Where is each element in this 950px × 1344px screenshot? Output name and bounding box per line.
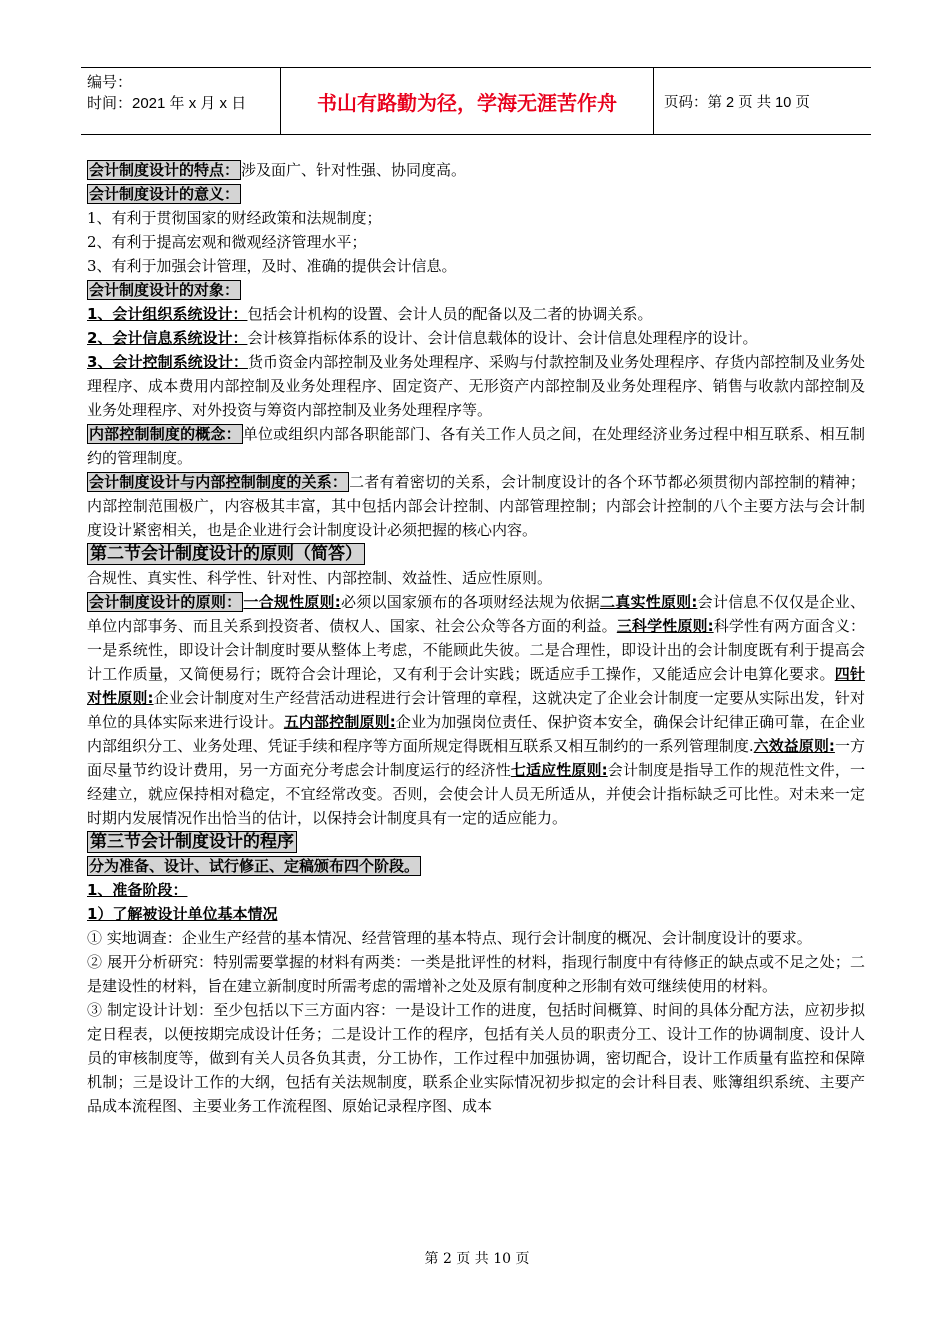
paragraph — [87, 878, 865, 902]
stages-label: 分为准备、设计、试行修正、定稿颁布四个阶段。 — [89, 857, 420, 875]
paragraph — [87, 590, 865, 830]
principle-heading: 四针对性原则: — [87, 665, 865, 707]
paragraph: 合规性、真实性、科学性、针对性、内部控制、效益性、适应性原则。 — [87, 569, 553, 587]
paragraph — [87, 902, 865, 926]
paragraph-text: 会计核算指标体系的设计、会计信息载体的设计、会计信息处理程序的设计。 — [247, 329, 758, 347]
paragraph-text: 涉及面广、针对性强、协同度高。 — [241, 161, 467, 179]
list-item: 3、有利于加强会计管理，及时、准确的提供会计信息。 — [87, 257, 457, 275]
header-page-label: 页码：第 2 页 共 10 页 — [664, 94, 810, 111]
paragraph-text: 科学性有两方面含义：一是系统性，即设计会计制度时要从整体上考虑，不能顾此失彼。二是合理性，即设计出的会计制度既有利于提高会计工作质量，又简便易行；既符合会计理论，又有利于会计实践；既适应手工操作，又能适应会计电算化要求。 — [87, 617, 865, 683]
section-heading — [87, 542, 865, 566]
term-label: 会计制度设计的特点： — [89, 161, 240, 179]
list-item: ① 实地调查：企业生产经营的基本情况、经营管理的基本特点、现行会计制度的概况、会计制度设计的要求。 — [87, 929, 812, 947]
paragraph-text: 货币资金内部控制及业务处理程序、采购与付款控制及业务处理程序、存货内部控制及业务处理程序、成本费用内部控制及业务处理程序、固定资产、无形资产内部控制及业务处理程序、销售与收款内部控制及业务处理程序、对外投资与筹资内部控制及业务处理程序等。 — [87, 353, 865, 419]
paragraph — [87, 302, 865, 326]
section-heading — [87, 830, 865, 854]
principle-heading: 二真实性原则: — [600, 593, 698, 611]
paragraph-text: 会计制度是指导工作的规范性文件，一经建立，就应保持相对稳定，不宜经常改变。否则，会使会计人员无所适从，并使会计指标缺乏可比性。对未来一定时期内发展情况作出恰当的估计，以保持会计制度具有一定的适应能力。 — [87, 761, 865, 827]
page-footer — [0, 1248, 950, 1268]
principle-heading: 三科学性原则: — [616, 617, 714, 635]
item-heading: 1、会计组织系统设计： — [87, 305, 248, 323]
item-heading: 2、会计信息系统设计： — [87, 329, 248, 347]
section-title: 第二节会计制度设计的原则（简答） — [87, 543, 365, 565]
principle-heading: 五内部控制原则: — [283, 713, 396, 731]
sub-heading: 1）了解被设计单位基本情况 — [87, 905, 278, 923]
term-label: 会计制度设计的原则： — [89, 593, 242, 611]
page-header — [81, 67, 871, 135]
term-label: 会计制度设计的对象： — [89, 281, 240, 299]
header-info — [81, 68, 281, 134]
item-heading: 3、会计控制系统设计： — [87, 353, 248, 371]
paragraph — [87, 158, 865, 182]
paragraph-text: 二者有着密切的关系，会计制度设计的各个环节都必须贯彻内部控制的精神；内部控制范围极广，内容极其丰富，其中包括内部会计控制、内部管理控制；内部会计控制的八个主要方法与会计制度设计紧密相关，也是企业进行会计制度设计必须把握的核心内容。 — [87, 473, 865, 539]
term-label: 会计制度设计与内部控制制度的关系： — [89, 473, 348, 491]
list-item: 2、有利于提高宏观和微观经济管理水平； — [87, 233, 367, 251]
list-item: ③ 制定设计计划：至少包括以下三方面内容：一是设计工作的进度，包括时间概算、时间的具体分配方法，应初步拟定日程表，以便按期完成设计任务；二是设计工作的程序，包括有关人员的职责分工、设计工作的协调制度、设计人员的审核制度等，做到有关人员各负其责，分工协作，工作过程中加强协调，密切配合，设计工作质量有监控和保障机制；三是设计工作的大纲，包括有关法规制度，联系企业实际情况初步拟定的会计科目表、账簿组织系统、主要产品成本流程图、主要业务工作流程图、原始记录程序图、成本 — [87, 1001, 865, 1115]
paragraph-text: 企业为加强岗位责任、保护资本安全，确保会计纪律正确可靠，在企业内部组织分工、业务处理、凭证手续和程序等方面所规定得既相互联系又相互制约的一系列管理制度. — [87, 713, 865, 755]
principle-heading: 七适应性原则: — [510, 761, 608, 779]
paragraph — [87, 278, 865, 302]
document-date-label: 时间：2021 年 x 月 x 日 — [87, 95, 247, 112]
paragraph — [87, 470, 865, 542]
stage-heading: 1、准备阶段： — [87, 881, 188, 899]
paragraph — [87, 422, 865, 470]
principle-heading: 六效益原则: — [753, 737, 835, 755]
list-item: 1、有利于贯彻国家的财经政策和法规制度； — [87, 209, 382, 227]
term-label: 会计制度设计的意义： — [89, 185, 240, 203]
paragraph — [87, 350, 865, 422]
paragraph — [87, 182, 865, 206]
paragraph-text: 会计信息不仅仅是企业、单位内部事务、而且关系到投资者、债权人、国家、社会公众等各方面的利益。 — [87, 593, 865, 635]
paragraph-text: 单位或组织内部各职能部门、各有关工作人员之间，在处理经济业务过程中相互联系、相互制约的管理制度。 — [87, 425, 865, 467]
paragraph-text: 企业会计制度对生产经营活动进程进行会计管理的章程，这就决定了企业会计制度一定要从实际出发，针对单位的具体实际来进行设计。 — [87, 689, 865, 731]
footer-page-number: 第 2 页 共 10 页 — [424, 1251, 530, 1267]
list-item: ② 展开分析研究：特别需要掌握的材料有两类：一类是批评性的材料，指现行制度中有待修正的缺点或不足之处；二是建设性的材料，旨在建立新制度时所需考虑的需增补之处及原有制度种之形制有效可继续使用的材料。 — [87, 953, 865, 995]
paragraph-text: 必须以国家颁布的各项财经法规为依据 — [340, 593, 600, 611]
section-title: 第三节会计制度设计的程序 — [87, 831, 297, 853]
paragraph-text: 一方面尽量节约设计费用，另一方面充分考虑会计制度运行的经济性 — [87, 737, 865, 779]
paragraph — [87, 854, 865, 878]
document-number-label: 编号： — [87, 74, 133, 91]
principle-heading: 一合规性原则: — [243, 593, 341, 611]
header-motto: 书山有路勤为径，学海无涯苦作舟 — [281, 68, 654, 134]
paragraph-text: 包括会计机构的设置、会计人员的配备以及二者的协调关系。 — [247, 305, 653, 323]
paragraph — [87, 326, 865, 350]
term-label: 内部控制制度的概念： — [89, 425, 241, 443]
document-body — [87, 158, 865, 1118]
